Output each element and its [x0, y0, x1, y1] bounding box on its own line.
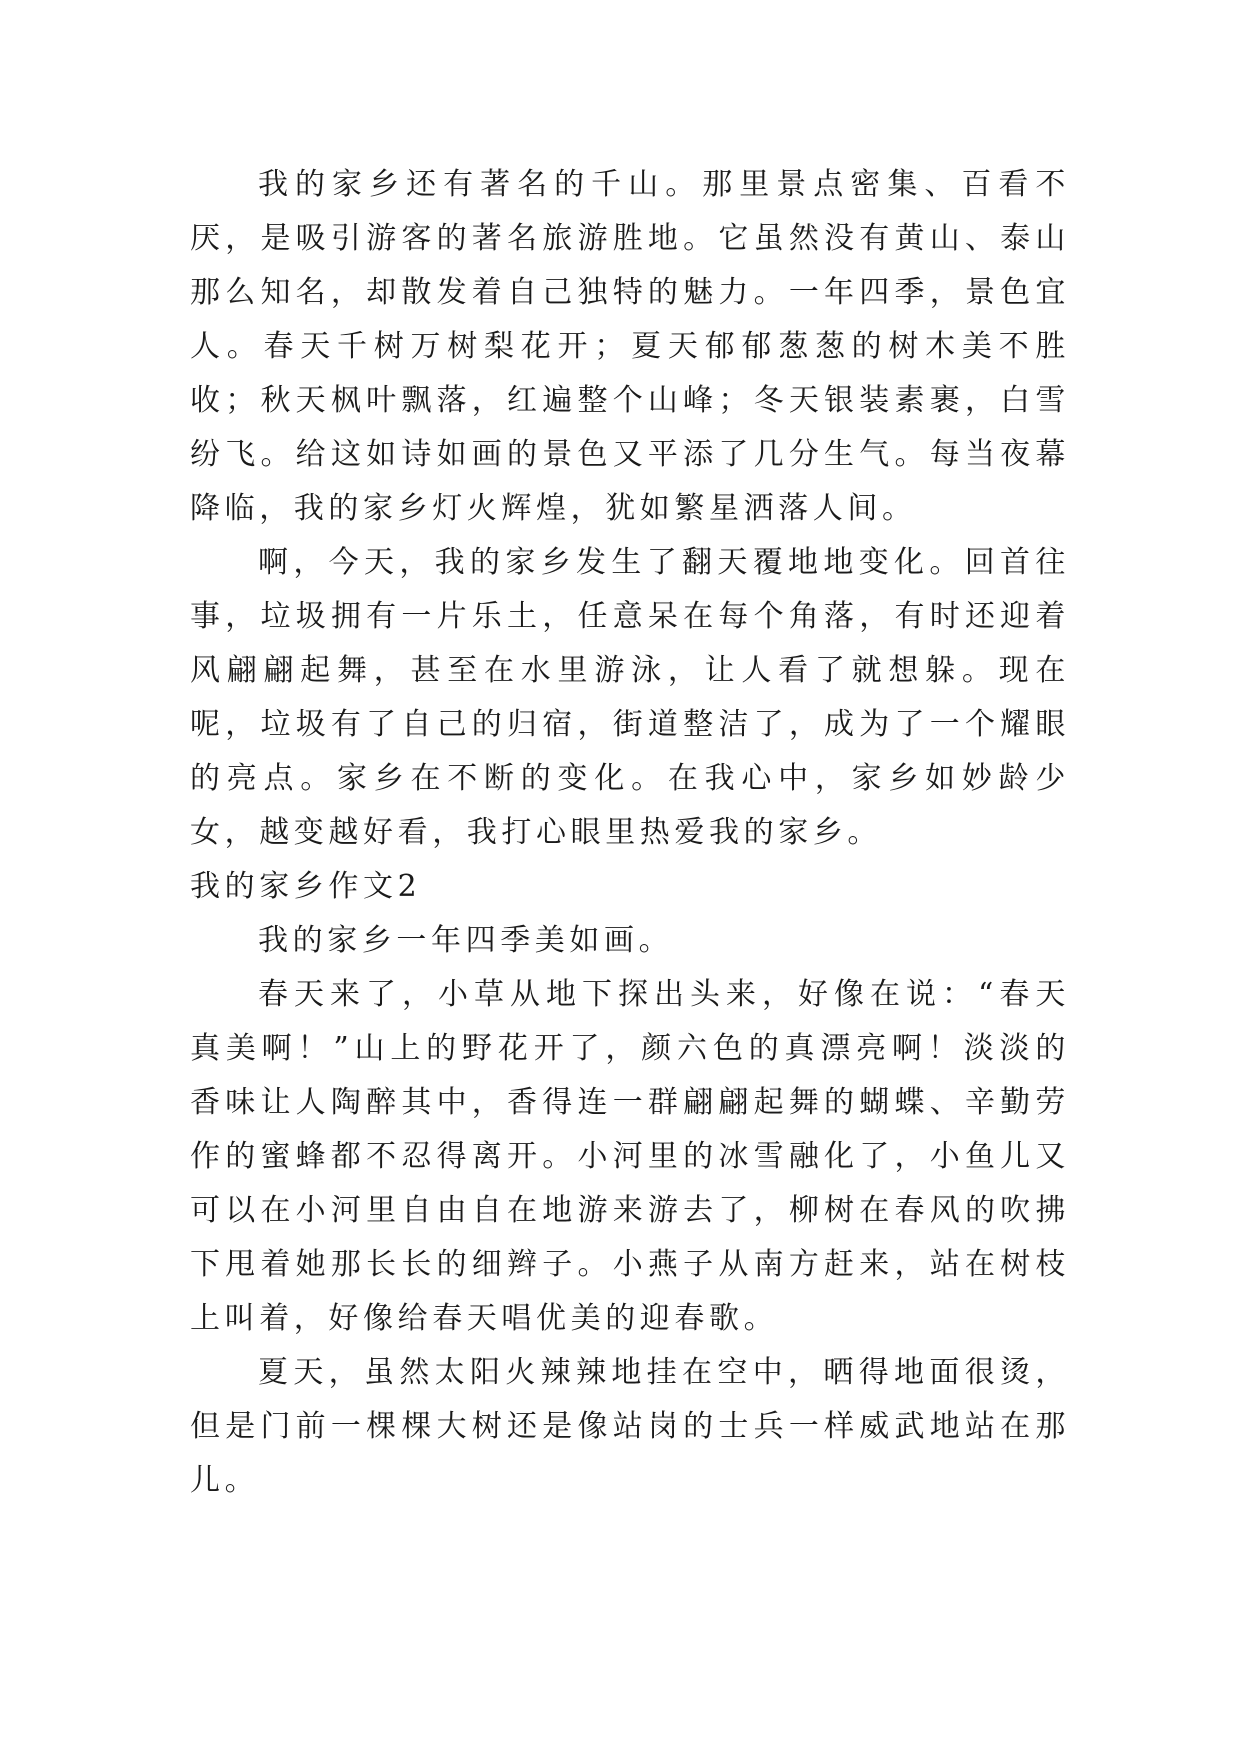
paragraph-intro: 我的家乡一年四季美如画。 [258, 923, 674, 958]
paragraph-qianshan: 我的家乡还有著名的千山。那里景点密集、百看不厌，是吸引游客的著名旅游胜地。它虽然没有黄山、泰山那么知名，却散发着自己独特的魅力。一年四季，景色宜人。春天千树万树梨花开；夏天郁郁葱葱的树木美不胜收；秋天枫叶飘落，红遍整个山峰；冬天银装素裹，白雪纷飞。给这如诗如画的景色又平添了几分生气。每当夜幕降临，我的家乡灯火辉煌，犹如繁星洒落人间。 [190, 167, 1070, 526]
paragraph-summer: 夏天，虽然太阳火辣辣地挂在空中，晒得地面很烫，但是门前一棵棵大树还是像站岗的士兵一样威武地站在那儿。 [190, 1355, 1070, 1498]
document-body [190, 158, 1070, 1508]
paragraph-change: 啊，今天，我的家乡发生了翻天覆地地变化。回首往事，垃圾拥有一片乐土，任意呆在每个角落，有时还迎着风翩翩起舞，甚至在水里游泳，让人看了就想躲。现在呢，垃圾有了自己的归宿，街道整洁了，成为了一个耀眼的亮点。家乡在不断的变化。在我心中，家乡如妙龄少女，越变越好看，我打心眼里热爱我的家乡。 [190, 545, 1070, 850]
section-heading: 我的家乡作文2 [190, 869, 422, 904]
paragraph-spring: 春天来了，小草从地下探出头来，好像在说：“春天真美啊！”山上的野花开了，颜六色的真漂亮啊！淡淡的香味让人陶醉其中，香得连一群翩翩起舞的蝴蝶、辛勤劳作的蜜蜂都不忍得离开。小河里的冰雪融化了，小鱼儿又可以在小河里自由自在地游来游去了，柳树在春风的吹拂下甩着她那长长的细辫子。小燕子从南方赶来，站在树枝上叫着，好像给春天唱优美的迎春歌。 [190, 977, 1070, 1336]
